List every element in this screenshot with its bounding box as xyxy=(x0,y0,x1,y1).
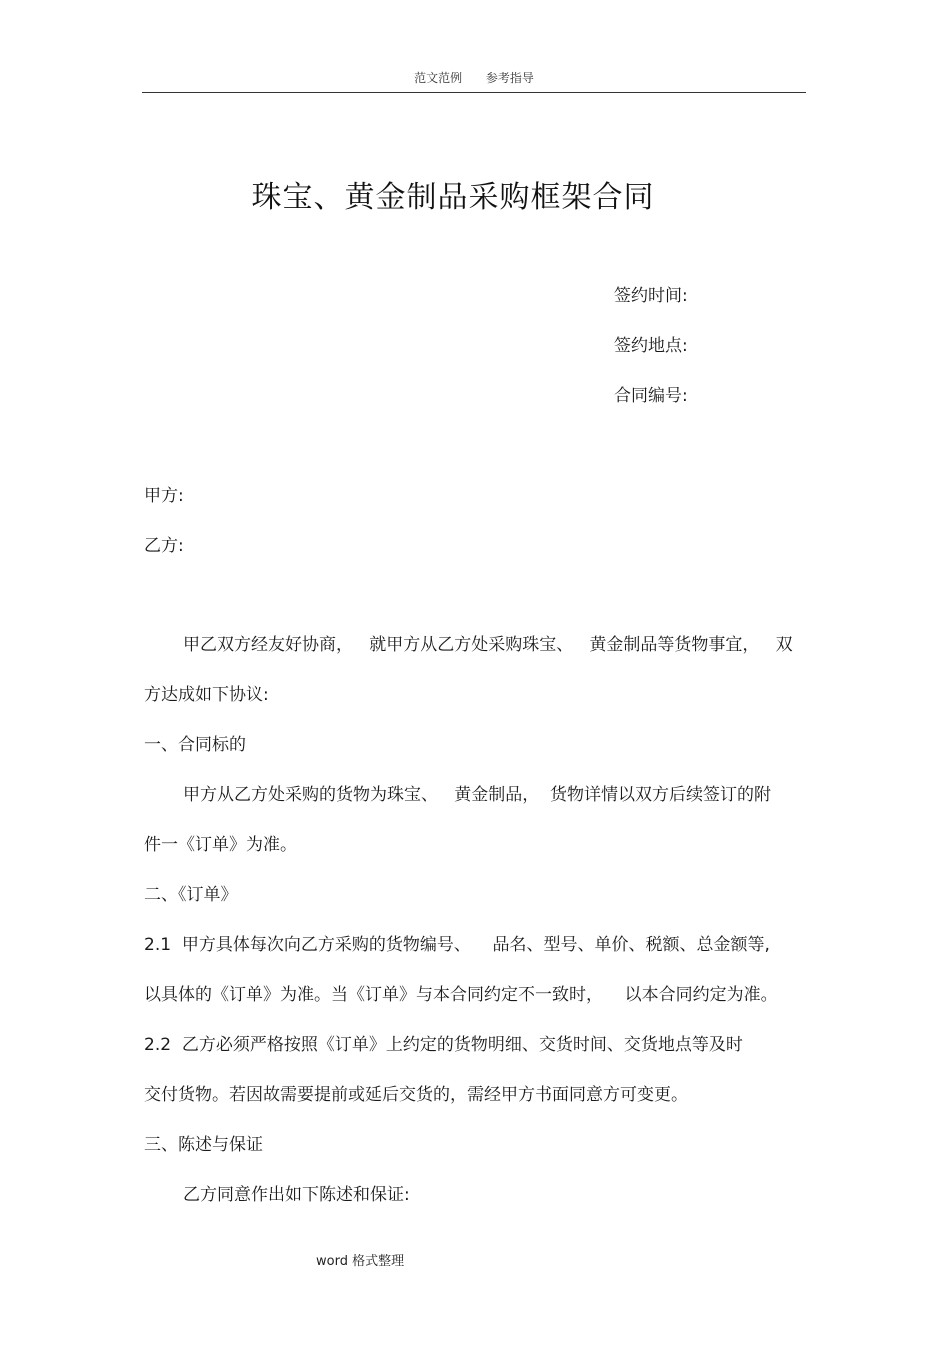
clause-2-1-line-1: 2.1 甲方具体每次向乙方采购的货物编号、 品名、型号、单价、税额、总金额等, xyxy=(144,935,770,955)
header-left-text: 范文范例 xyxy=(414,71,463,85)
page-header xyxy=(142,66,806,93)
intro-paragraph-line-1: 甲乙双方经友好协商， 就甲方从乙方处采购珠宝、 黄金制品等货物事宜， 双 xyxy=(183,635,793,655)
section-2-heading: 二、《订单》 xyxy=(144,885,238,905)
section-1-paragraph-line-2: 件一《订单》为准。 xyxy=(144,835,297,855)
contract-number-label: 合同编号: xyxy=(614,386,688,406)
header-right-text: 参考指导 xyxy=(485,71,534,85)
sign-place-label: 签约地点: xyxy=(614,336,688,356)
clause-2-2-line-1: 2.2 乙方必须严格按照《订单》上约定的货物明细、交货时间、交货地点等及时 xyxy=(144,1035,743,1055)
clause-2-1-line-2: 以具体的《订单》为准。当《订单》与本合同约定不一致时， 以本合同约定为准。 xyxy=(144,985,778,1005)
document-title: 珠宝、黄金制品采购框架合同 xyxy=(251,180,655,215)
page-footer: word 格式整理 xyxy=(316,1254,405,1269)
intro-paragraph-line-2: 方达成如下协议: xyxy=(144,685,269,705)
party-b-label: 乙方: xyxy=(144,536,184,556)
sign-time-label: 签约时间: xyxy=(614,286,688,306)
section-1-paragraph-line-1: 甲方从乙方处采购的货物为珠宝、 黄金制品， 货物详情以双方后续签订的附 xyxy=(183,785,772,805)
section-3-paragraph-line-1: 乙方同意作出如下陈述和保证: xyxy=(183,1185,410,1205)
party-a-label: 甲方: xyxy=(144,486,184,506)
section-3-heading: 三、陈述与保证 xyxy=(144,1135,263,1155)
section-1-heading: 一、合同标的 xyxy=(144,735,246,755)
clause-2-2-line-2: 交付货物。若因故需要提前或延后交货的，需经甲方书面同意方可变更。 xyxy=(144,1085,688,1105)
